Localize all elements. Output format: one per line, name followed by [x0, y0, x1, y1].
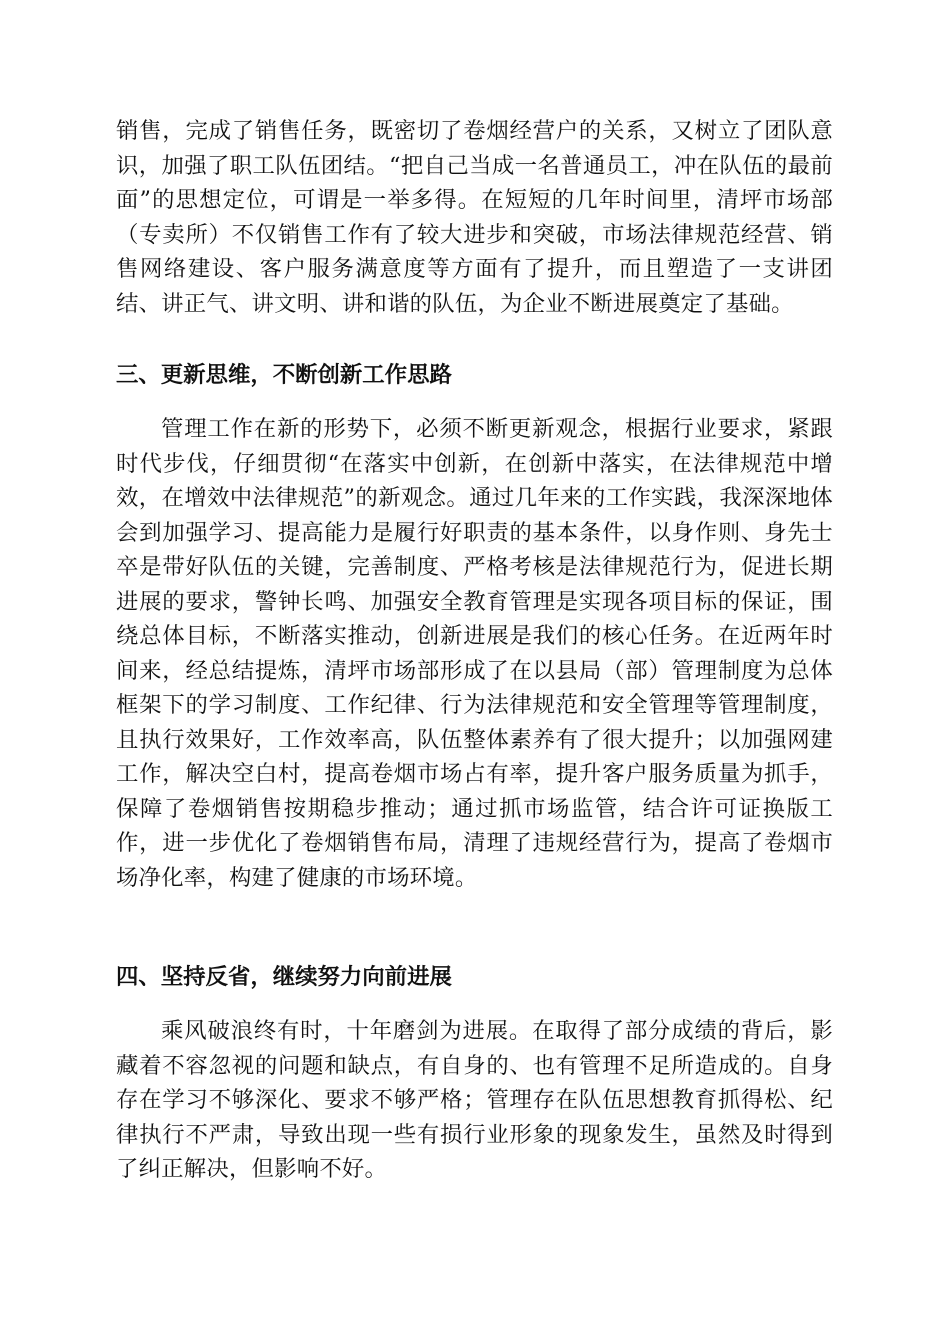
section-heading-four: 四、坚持反省，继续努力向前进展	[116, 964, 452, 990]
paragraph-section-three: 管理工作在新的形势下，必须不断更新观念，根据行业要求，紧跟时代步伐，仔细贯彻“在落实中创新，在创新中落实，在法律规范中增效，在增效中法律规范”的新观念。通过几年来的工作实践，我深深地体会到加强学习、提高能力是履行好职责的基本条件，以身作则、身先士卒是带好队伍的关键，完善制度、严格考核是法律规范行为，促进长期进展的要求，警钟长鸣、加强安全教育管理是实现各项目标的保证，围绕总体目标，不断落实推动，创新进展是我们的核心任务。在近两年时间来，经总结提炼，清坪市场部形成了在以县局（部）管理制度为总体框架下的学习制度、工作纪律、行为法律规范和安全管理等管理制度，且执行效果好，工作效率高，队伍整体素养有了很大提升；以加强网建工作，解决空白村，提高卷烟市场占有率，提升客户服务质量为抓手，保障了卷烟销售按期稳步推动；通过抓市场监管，结合许可证换版工作，进一步优化了卷烟销售布局，清理了违规经营行为，提高了卷烟市场净化率，构建了健康的市场环境。	[116, 416, 833, 891]
section-heading-three: 三、更新思维，不断创新工作思路	[116, 362, 452, 388]
paragraph-intro: 销售，完成了销售任务，既密切了卷烟经营户的关系，又树立了团队意识，加强了职工队伍团结。“把自己当成一名普通员工，冲在队伍的最前面”的思想定位，可谓是一举多得。在短短的几年时间里，清坪市场部（专卖所）不仅销售工作有了较大进步和突破，市场法律规范经营、销售网络建设、客户服务满意度等方面有了提升，而且塑造了一支讲团结、讲正气、讲文明、讲和谐的队伍，为企业不断进展奠定了基础。	[116, 118, 833, 317]
paragraph-section-four: 乘风破浪终有时，十年磨剑为进展。在取得了部分成绩的背后，影藏着不容忽视的问题和缺点，有自身的、也有管理不足所造成的。自身存在学习不够深化、要求不够严格；管理存在队伍思想教育抓得松、纪律执行不严肃，导致出现一些有损行业形象的现象发生，虽然及时得到了纠正解决，但影响不好。	[116, 1018, 833, 1182]
